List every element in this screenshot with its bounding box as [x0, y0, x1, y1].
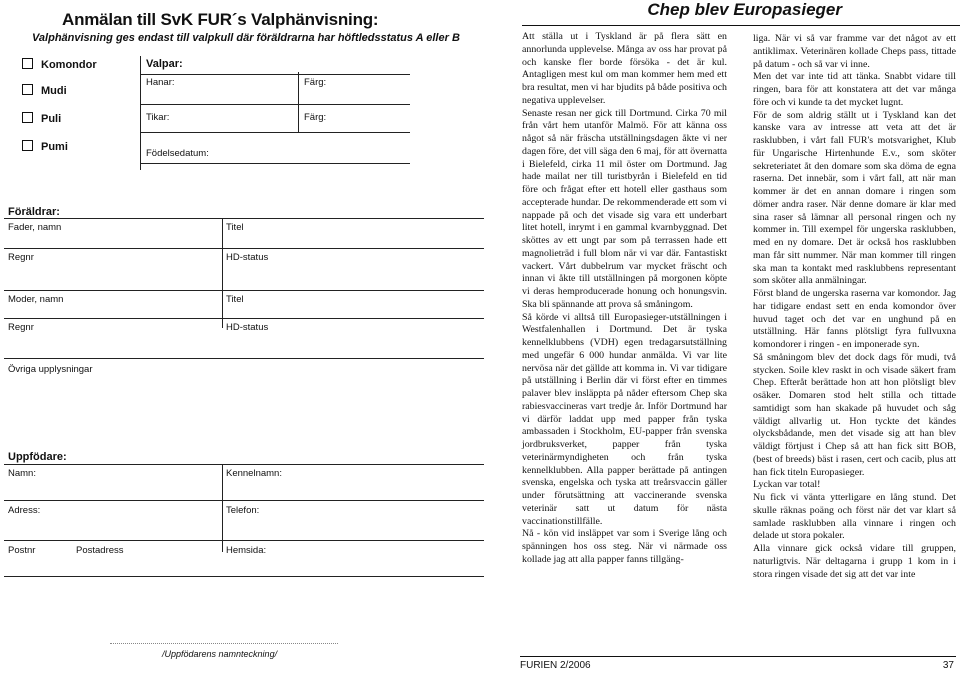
option-label: Puli [41, 113, 62, 125]
paragraph: Alla vinnare gick också vidare till gruppen, naturligtvis. När deltagarna i grupp 1 kom in i stora ringen visade det sig att det var inte [753, 543, 956, 580]
option-label: Pumi [41, 141, 68, 153]
option-komondor[interactable] [22, 58, 97, 71]
breeder-heading: Uppfödare: [8, 451, 67, 463]
title-label-1: Titel [226, 222, 244, 233]
postnr-label: Postnr [8, 545, 36, 556]
mother-name-label: Moder, namn [8, 294, 64, 305]
regnr-label-2: Regnr [8, 322, 34, 333]
option-label: Komondor [41, 59, 97, 71]
paragraph: Att ställa ut i Tyskland är på flera sätt en annorlunda upplevelse. Många av oss har provat på och kanske fler borde försöka - det är kul. Antagligen mest kul om man kommer hem med ett bra resultat, men vi har bjudits på både positiva och negativa upplevelser. [522, 31, 727, 106]
other-info-label: Övriga upplysningar [8, 364, 93, 375]
article-headline: Chep blev Europasieger [647, 0, 842, 19]
form-title: Anmälan till SvK FUR´s Valphänvisning: [62, 10, 379, 29]
article-column-1 [522, 31, 727, 567]
regnr-label-1: Regnr [8, 252, 34, 263]
farg-label-2: Färg: [304, 112, 327, 123]
homepage-label: Hemsida: [226, 545, 267, 556]
breeder-name-label: Namn: [8, 468, 36, 479]
tikar-label: Tikar: [146, 112, 170, 123]
parents-heading: Föräldrar: [8, 206, 60, 218]
paragraph: Lyckan var total! [753, 479, 821, 491]
option-label: Mudi [41, 85, 67, 97]
farg-label-1: Färg: [304, 77, 327, 88]
paragraph: Senaste resan ner gick till Dortmund. Cirka 70 mil från vårt hem utanför Malmö. För att känna oss något så när fräscha utställningsdagen åkte vi ner dagen före, det vill säga den 6 maj, för att övernatta i Bielefeld, cirka 11 mil öster om Dortmund. Jag hade mailat ner till turistbyrån i Bielefeld en tid före och frågat efter ett hotell eller gasthaus som accepterade hundar. De rekommenderade ett som vi nappade på och det visade sig vara ett underbart litet hotell, inrymt i en gammal kvarnbyggnad. Det sköttes av ett ungt par som på terrassen hade ett magnolieträd i full blom när vi var där. Fantastiskt vackert. Vårt dubbelrum var mycket fräscht och innan vi åkte till utställningen på morgonen köpte vi deras hemproducerade honung och honungsvin. Ska bli spännande att prova så småningom. [522, 107, 727, 310]
father-name-label: Fader, namn [8, 222, 62, 233]
hanar-label: Hanar: [146, 77, 175, 88]
paragraph: Nu fick vi vänta ytterligare en lång stund. Det skulle räknas poäng och först när det var klart så samlade rasklubben alla vinnare i ringen och delade ut stora pokaler. [753, 492, 956, 542]
article-column-2 [753, 33, 956, 581]
option-pumi[interactable] [22, 140, 68, 153]
fodelsedatum-label: Födelsedatum: [146, 148, 209, 159]
checkbox-icon[interactable] [22, 84, 33, 95]
form-subtitle: Valphänvisning ges endast till valpkull där föräldrarna har höftledsstatus A eller B [32, 32, 460, 44]
option-puli[interactable] [22, 112, 61, 125]
paragraph: Så körde vi alltså till Europasieger-utställningen i Westfalenhallen i Dortmund. Det är tyska kennelklubbens (VDH) egen tredagarsutställning med ungefär 6 000 hundar anmälda. Vi var lite nervösa när det gällde att komma in. Vi var tidigare på utställning i Berlin där vi först efter en timmes palaver blev insläppta på nåder eftersom Chep ska rabiesvaccineras vart tredje år. Inför Dortmund har vi därför laddat upp med papper från tyska ambassaden i Stockholm, EU-papper från svenska jordbruksverket, papper från tyska veterinärmyndigheten och från tyska kennelklubben. Alla papper berättade på antingen svenska, engelska och tyska att treårsvaccin gäller under förutsättning att vaccinerande svenska veterinär satt ut datum för nästa vaccinationstillfälle. [522, 311, 727, 527]
hd-status-label-2: HD-status [226, 322, 269, 333]
postadress-label: Postadress [76, 545, 124, 556]
page-number: 37 [942, 660, 954, 671]
hd-status-label-1: HD-status [226, 252, 269, 263]
paragraph: Först bland de ungerska raserna var komondor. Jag har tidigare endast sett en enda komondor över huvud taget och det var en unghund på en utställning. Här fanns plötsligt fyra fullvuxna komondorer i ringen - en imponerade syn. [753, 288, 956, 350]
signature-label: /Uppfödarens namnteckning/ [162, 649, 278, 659]
paragraph: Så småningom blev det dock dags för mudi, två stycken. Soile klev raskt in och visade säkert fram Chep. Efteråt berättade hon att hon plötsligt blev osäker. Domaren stod helt stilla och tittade samtidigt som han skakade på huvudet och såg väldigt allvarlig ut. Hon tyckte det kändes olycksbådande, men det visade sig att han blev väldigt förtjust i Chep så att han fick sitt BOB, (best of breeds) bäst i rasen, cert och cacib, plus att han fick titeln Europasieger. [753, 351, 956, 478]
paragraph: Nå - kön vid insläppet var som i Sverige lång och spänningen hos oss steg. När vi närmade oss kollade jag att alla papper fanns tillgäng- [522, 528, 727, 565]
checkbox-icon[interactable] [22, 112, 33, 123]
title-label-2: Titel [226, 294, 244, 305]
option-mudi[interactable] [22, 84, 67, 97]
checkbox-icon[interactable] [22, 140, 33, 151]
footer-issue: FURIEN 2/2006 [520, 660, 591, 671]
paragraph: liga. När vi så var framme var det något av ett antiklimax. Veterinären kollade Cheps pass, tittade på datum - och så var vi inne. [753, 33, 956, 70]
article [500, 0, 960, 677]
kennel-name-label: Kennelnamn: [226, 468, 282, 479]
phone-label: Telefon: [226, 505, 260, 516]
address-label: Adress: [8, 505, 41, 516]
paragraph: Men det var inte tid att tänka. Snabbt vidare till ringen, bara för att konstatera att det var många före och vi kunde ta det mycket lugnt. [753, 71, 956, 108]
checkbox-icon[interactable] [22, 58, 33, 69]
valpar-label: Valpar: [146, 58, 183, 70]
paragraph: För de som aldrig ställt ut i Tyskland kan det kanske vara av intresse att veta att det är rasklubben, i vårt fall FUR's motsvarighet, Klub für Ungarische Hirtenhunde E.v., som sköter sekreteriatet åt den domare som ska döma de egna raserna. Det innebär, som i vårt fall, att när man kommer är det en annan domare i ringen som dömer andra raser. När denne domare är klar med sina raser så lämnar all personal ringen och ny kommer in. Till exempel för ungerska rasklubben, med en ny domare. Det är också hos rasklubben man får sitt nummer. När man kommer till ringen ska man ta kontakt med rasklubbens representant som sköter alla anmälningar. [753, 109, 956, 287]
